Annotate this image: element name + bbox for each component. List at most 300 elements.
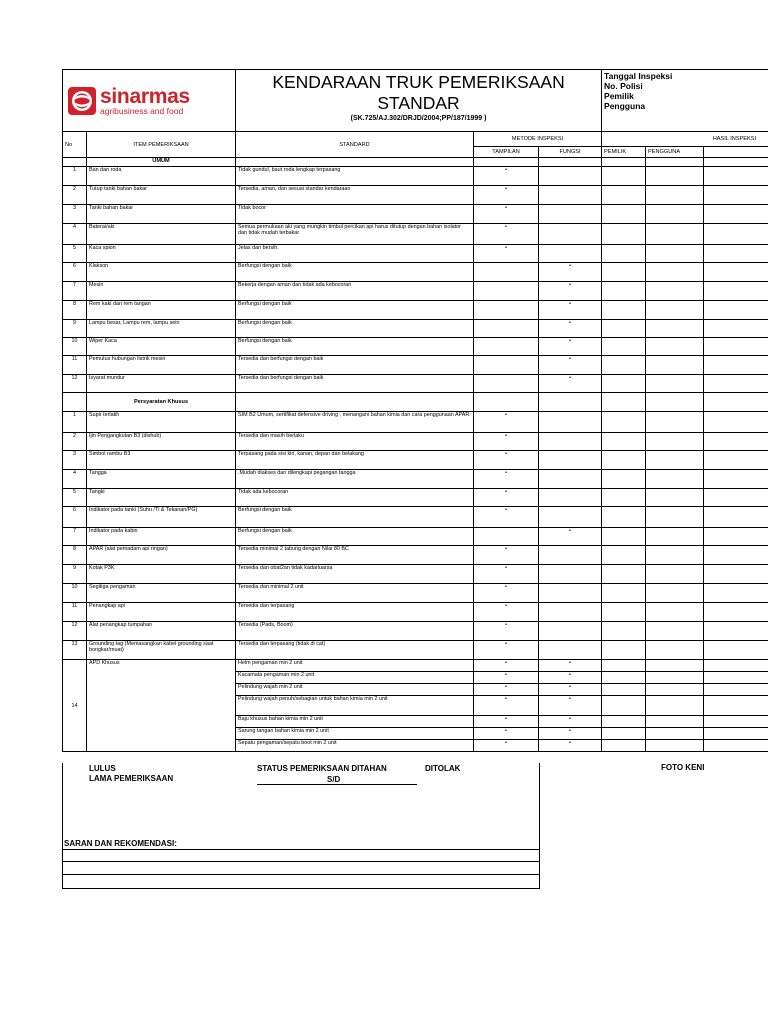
row-extra (704, 528, 768, 546)
row-number: 11 (63, 356, 87, 375)
row-fungsi-mark (539, 470, 602, 489)
row-pemilik-result (602, 603, 646, 622)
apd-pengguna-result (646, 696, 704, 716)
row-extra (704, 622, 768, 641)
row-number: 11 (63, 603, 87, 622)
status-label: STATUS PEMERIKSAAN DITAHAN (257, 764, 387, 773)
status-underline (257, 784, 417, 785)
row-standard: Jelas dan bersih. (236, 245, 474, 263)
row-item: Indikator pada kabin (87, 528, 236, 546)
row-standard: SIM B2 Umum, sertifikat defensive driving , menangani bahan kimia dan cara penggunaan APAR (236, 412, 474, 433)
row-pengguna-result (646, 375, 704, 393)
row-pengguna-result (646, 622, 704, 641)
row-extra (704, 282, 768, 301)
row-item: Klakson (87, 263, 236, 282)
form-title-line2: STANDAR (377, 93, 460, 113)
row-tampilan-mark: • (474, 507, 539, 528)
row-extra (704, 470, 768, 489)
row-fungsi-mark: • (539, 301, 602, 320)
apd-tampilan-mark: • (474, 672, 539, 684)
row-tampilan-mark: • (474, 412, 539, 433)
table-row (63, 622, 768, 641)
row-fungsi-mark: • (539, 282, 602, 301)
info-pengguna: Pengguna (604, 101, 646, 111)
table-row (63, 451, 768, 470)
table-row (63, 356, 768, 375)
row-tampilan-mark: • (474, 167, 539, 186)
row-pengguna-result (646, 528, 704, 546)
table-row (63, 282, 768, 301)
row-tampilan-mark: • (474, 451, 539, 470)
row-pengguna-result (646, 282, 704, 301)
row-standard: Tersedia dan obat2an tidak kadarluarsa (236, 565, 474, 584)
row-standard: Terpasang pada sisi kiri, kanan, depan dan belakang (236, 451, 474, 470)
col-metode: METODE INSPEKSI (474, 132, 602, 147)
row-number: 5 (63, 489, 87, 507)
row-pemilik-result (602, 263, 646, 282)
row-fungsi-mark (539, 205, 602, 224)
row-item: Tangki (87, 489, 236, 507)
row-standard: Tersedia minimal 2 tabung dengan Nilai 80 BC (236, 546, 474, 565)
row-item: Lampu besar, Lampu rem, lampu sein (87, 320, 236, 338)
row-extra (704, 205, 768, 224)
table-row (63, 546, 768, 565)
apd-pemilik-result (602, 740, 646, 752)
row-item: Ijin Pengangkutan B3 (dishub) (87, 433, 236, 451)
row-number: 5 (63, 245, 87, 263)
row-pengguna-result (646, 412, 704, 433)
row-fungsi-mark: • (539, 263, 602, 282)
row-fungsi-mark (539, 433, 602, 451)
row-pemilik-result (602, 584, 646, 603)
row-fungsi-mark (539, 565, 602, 584)
row-number: 6 (63, 263, 87, 282)
row-fungsi-mark (539, 167, 602, 186)
row-extra (704, 584, 768, 603)
apd-tampilan-mark: • (474, 696, 539, 716)
table-row (63, 205, 768, 224)
brand-name: sinarmas (100, 84, 190, 108)
table-row (63, 301, 768, 320)
row-extra (704, 301, 768, 320)
apd-fungsi-mark: • (539, 696, 602, 716)
blank (539, 393, 602, 412)
row-number: 7 (63, 282, 87, 301)
row-pemilik-result (602, 470, 646, 489)
row-number: 7 (63, 528, 87, 546)
apd-standard: Pelindung wajah min 2 unit (236, 684, 474, 696)
foto-kendaraan-label: FOTO KENI (661, 763, 705, 772)
table-row (63, 565, 768, 584)
row-pemilik-result (602, 356, 646, 375)
apd-tampilan-mark: • (474, 684, 539, 696)
table-row (63, 320, 768, 338)
row-pemilik-result (602, 320, 646, 338)
col-standard: STANDARD (236, 132, 474, 158)
row-standard: Tersedia dan berfungsi dengan baik (236, 375, 474, 393)
row-standard: Tersedia dan berfungsi dengan baik (236, 356, 474, 375)
row-pengguna-result (646, 584, 704, 603)
row-extra (704, 489, 768, 507)
apd-extra (704, 672, 768, 684)
row-fungsi-mark: • (539, 356, 602, 375)
row-tampilan-mark: • (474, 245, 539, 263)
row-extra (704, 507, 768, 528)
row-pemilik-result (602, 622, 646, 641)
row-pemilik-result (602, 186, 646, 205)
row-fungsi-mark: • (539, 375, 602, 393)
saran-line-1 (63, 849, 539, 850)
row-extra (704, 433, 768, 451)
row-number: 6 (63, 507, 87, 528)
row-number: 8 (63, 546, 87, 565)
section-umum: UMUM (87, 158, 236, 167)
row-standard: Berfungsi dengan baik (236, 507, 474, 528)
row-pemilik-result (602, 167, 646, 186)
row-number: 12 (63, 375, 87, 393)
row-item: Tutup tanki bahan bakar (87, 186, 236, 205)
row-tampilan-mark (474, 356, 539, 375)
row-fungsi-mark (539, 622, 602, 641)
saran-line-2 (63, 861, 539, 862)
row-pengguna-result (646, 603, 704, 622)
table-row (63, 528, 768, 546)
row-fungsi-mark (539, 584, 602, 603)
row-extra (704, 356, 768, 375)
row-pengguna-result (646, 507, 704, 528)
row-fungsi-mark: • (539, 338, 602, 356)
table-row (63, 412, 768, 433)
row-tampilan-mark: • (474, 470, 539, 489)
row-tampilan-mark: • (474, 565, 539, 584)
logo-cell (63, 70, 236, 132)
apd-item: APD Khusus (87, 660, 236, 752)
row-tampilan-mark: • (474, 584, 539, 603)
row-extra (704, 263, 768, 282)
row-item: Isyarat mundur (87, 375, 236, 393)
row-item: Penangkap api (87, 603, 236, 622)
row-fungsi-mark (539, 186, 602, 205)
row-number: 3 (63, 205, 87, 224)
row-tampilan-mark: • (474, 603, 539, 622)
apd-pemilik-result (602, 672, 646, 684)
row-tampilan-mark: • (474, 489, 539, 507)
row-number: 1 (63, 412, 87, 433)
row-fungsi-mark (539, 412, 602, 433)
row-pengguna-result (646, 641, 704, 660)
row-extra (704, 546, 768, 565)
row-standard: Tersedia dan terpasang (tidak di cat) (236, 641, 474, 660)
row-standard: Tersedia dan minimal 2 unit (236, 584, 474, 603)
row-pemilik-result (602, 282, 646, 301)
row-item: Tanki bahan bakar (87, 205, 236, 224)
apd-pengguna-result (646, 728, 704, 740)
saran-label: SARAN DAN REKOMENDASI: (64, 839, 177, 848)
row-item: Mesin (87, 282, 236, 301)
apd-pengguna-result (646, 740, 704, 752)
row-standard: Tidak bocor (236, 205, 474, 224)
row-pemilik-result (602, 338, 646, 356)
info-pemilik: Pemilik (604, 91, 634, 101)
row-extra (704, 224, 768, 245)
apd-tampilan-mark: • (474, 740, 539, 752)
row-pemilik-result (602, 205, 646, 224)
blank (602, 393, 646, 412)
apd-fungsi-mark: • (539, 740, 602, 752)
col-tampilan: TAMPILAN (474, 147, 539, 158)
blank (474, 393, 539, 412)
lulus-label: LULUS (89, 764, 116, 773)
row-pemilik-result (602, 375, 646, 393)
row-tampilan-mark (474, 263, 539, 282)
row-fungsi-mark (539, 451, 602, 470)
row-item: APAR (alat pemadam api ringan) (87, 546, 236, 565)
table-row (63, 603, 768, 622)
row-pemilik-result (602, 224, 646, 245)
row-tampilan-mark (474, 320, 539, 338)
row-extra (704, 186, 768, 205)
apd-fungsi-mark: • (539, 684, 602, 696)
row-number: 3 (63, 451, 87, 470)
row-pengguna-result (646, 356, 704, 375)
row-tampilan-mark: • (474, 224, 539, 245)
row-fungsi-mark (539, 489, 602, 507)
row-pemilik-result (602, 412, 646, 433)
row-number: 10 (63, 584, 87, 603)
row-fungsi-mark: • (539, 320, 602, 338)
row-standard: Tidak ada kebocoran (236, 489, 474, 507)
table-row (63, 470, 768, 489)
row-standard: Tidak gundul, baut roda lengkap terpasang (236, 167, 474, 186)
apd-pemilik-result (602, 684, 646, 696)
row-standard: Semua permukaan aki yang mungkin timbul percikan api harus ditutup dengan bahan isolator dan tidak mudah terbakar (236, 224, 474, 245)
row-number: 12 (63, 622, 87, 641)
apd-tampilan-mark: • (474, 716, 539, 728)
apd-extra (704, 740, 768, 752)
row-number: 4 (63, 224, 87, 245)
inspection-table (62, 69, 768, 752)
section-khusus: Persyaratan Khusus (87, 393, 236, 412)
apd-standard: Helm pengaman min 2 unit (236, 660, 474, 672)
row-fungsi-mark (539, 546, 602, 565)
row-pengguna-result (646, 245, 704, 263)
row-item: Kotak P3K (87, 565, 236, 584)
blank (63, 393, 87, 412)
row-item: Kaca spion (87, 245, 236, 263)
row-pemilik-result (602, 301, 646, 320)
title-cell (236, 70, 602, 132)
row-standard: Berfungsi dengan baik (236, 338, 474, 356)
lama-pemeriksaan-label: LAMA PEMERIKSAAN (89, 774, 174, 783)
row-extra (704, 565, 768, 584)
row-item: Baterai/aki (87, 224, 236, 245)
row-pemilik-result (602, 546, 646, 565)
apd-fungsi-mark: • (539, 660, 602, 672)
sinarmas-logo (65, 86, 233, 116)
row-pengguna-result (646, 565, 704, 584)
ditolak-label: DITOLAK (425, 764, 461, 773)
table-row (63, 641, 768, 660)
apd-pengguna-result (646, 716, 704, 728)
col-no: No (63, 132, 87, 158)
row-tampilan-mark: • (474, 433, 539, 451)
row-standard: Berfungsi dengan baik (236, 528, 474, 546)
row-tampilan-mark: • (474, 205, 539, 224)
apd-pengguna-result (646, 672, 704, 684)
form-subtitle: (SK.725/AJ.302/DRJD/2004;PP/187/1999 ) (350, 115, 487, 122)
row-item: Tangga (87, 470, 236, 489)
apd-row (63, 660, 768, 672)
row-extra (704, 338, 768, 356)
row-tampilan-mark: • (474, 641, 539, 660)
row-pengguna-result (646, 263, 704, 282)
form-title-line1: KENDARAAN TRUK PEMERIKSAAN (272, 72, 565, 92)
row-number: 4 (63, 470, 87, 489)
row-extra (704, 245, 768, 263)
apd-pengguna-result (646, 660, 704, 672)
section-row (63, 393, 768, 412)
row-standard: Bekerja dengan aman dan tidak ada kebocoran (236, 282, 474, 301)
row-pengguna-result (646, 546, 704, 565)
blank (236, 393, 474, 412)
info-tanggal: Tanggal Inspeksi (604, 71, 673, 81)
table-row (63, 507, 768, 528)
row-pemilik-result (602, 245, 646, 263)
row-pemilik-result (602, 433, 646, 451)
apd-number: 14 (63, 660, 87, 752)
row-pemilik-result (602, 641, 646, 660)
row-standard: Tersedia (Pads, Boom) (236, 622, 474, 641)
apd-pemilik-result (602, 716, 646, 728)
table-row (63, 167, 768, 186)
info-cell (602, 70, 768, 132)
row-pengguna-result (646, 489, 704, 507)
table-row (63, 433, 768, 451)
table-row (63, 245, 768, 263)
apd-pemilik-result (602, 696, 646, 716)
row-extra (704, 167, 768, 186)
row-tampilan-mark (474, 282, 539, 301)
row-tampilan-mark: • (474, 546, 539, 565)
table-row (63, 489, 768, 507)
table-row (63, 224, 768, 245)
apd-fungsi-mark: • (539, 716, 602, 728)
table-row (63, 584, 768, 603)
brand-tagline: agribusiness and food (100, 105, 184, 116)
row-pengguna-result (646, 167, 704, 186)
row-tampilan-mark (474, 528, 539, 546)
row-item: Alat penangkap tumpahan (87, 622, 236, 641)
row-extra (704, 451, 768, 470)
apd-extra (704, 660, 768, 672)
apd-tampilan-mark: • (474, 660, 539, 672)
row-item: Segitiga pengaman (87, 584, 236, 603)
row-fungsi-mark: • (539, 528, 602, 546)
col-blank (704, 147, 768, 158)
row-extra (704, 320, 768, 338)
row-number: 8 (63, 301, 87, 320)
blank (704, 393, 768, 412)
col-fungsi: FUNGSI (539, 147, 602, 158)
apd-pemilik-result (602, 728, 646, 740)
apd-extra (704, 716, 768, 728)
row-item: Wiper Kaca (87, 338, 236, 356)
row-standard: Tersedia dan terpasang (236, 603, 474, 622)
col-pengguna: PENGGUNA (646, 147, 704, 158)
row-tampilan-mark: • (474, 186, 539, 205)
sinarmas-logo-mark-icon (68, 87, 96, 115)
row-extra (704, 375, 768, 393)
row-fungsi-mark (539, 641, 602, 660)
row-pengguna-result (646, 320, 704, 338)
row-number: 10 (63, 338, 87, 356)
row-number: 13 (63, 641, 87, 660)
apd-standard: Baju khusus bahan kimia min 2 unit (236, 716, 474, 728)
row-number: 2 (63, 186, 87, 205)
saran-line-3 (63, 874, 539, 875)
row-fungsi-mark (539, 245, 602, 263)
row-item: Supir terlatih (87, 412, 236, 433)
row-pengguna-result (646, 205, 704, 224)
apd-standard: Kacamata pengaman min 2 unit (236, 672, 474, 684)
row-pemilik-result (602, 528, 646, 546)
row-standard: Tersedia, aman, dan sesuai standar kendaraan (236, 186, 474, 205)
row-extra (704, 641, 768, 660)
row-pengguna-result (646, 338, 704, 356)
col-hasil: HASIL INSPEKSI (602, 132, 768, 147)
row-number: 1 (63, 167, 87, 186)
apd-extra (704, 728, 768, 740)
col-pemilik: PEMILIK (602, 147, 646, 158)
row-pemilik-result (602, 565, 646, 584)
row-pengguna-result (646, 470, 704, 489)
apd-pemilik-result (602, 660, 646, 672)
apd-tampilan-mark: • (474, 728, 539, 740)
apd-standard: Pelindung wajah penuh/sebagian untuk bahan kimia min 2 unit (236, 696, 474, 716)
row-standard: .Mudah diakses dan dilengkapi pegangan tangga (236, 470, 474, 489)
row-extra (704, 412, 768, 433)
row-tampilan-mark: • (474, 622, 539, 641)
row-item: Pemutus hubungan listrik mesin (87, 356, 236, 375)
row-pemilik-result (602, 507, 646, 528)
info-no-polisi: No. Polisi (604, 81, 643, 91)
row-standard: Berfungsi dengan baik (236, 301, 474, 320)
table-row (63, 186, 768, 205)
row-number: 2 (63, 433, 87, 451)
apd-extra (704, 696, 768, 716)
row-tampilan-mark (474, 338, 539, 356)
row-fungsi-mark (539, 224, 602, 245)
table-row (63, 263, 768, 282)
row-pengguna-result (646, 451, 704, 470)
row-standard: Berfungsi dengan baik (236, 320, 474, 338)
table-row (63, 338, 768, 356)
footer-area (62, 763, 540, 889)
row-pengguna-result (646, 224, 704, 245)
apd-standard: Sepatu pengaman/sepatu boot min 2 unit (236, 740, 474, 752)
row-fungsi-mark (539, 507, 602, 528)
apd-fungsi-mark: • (539, 672, 602, 684)
row-pemilik-result (602, 489, 646, 507)
row-fungsi-mark (539, 603, 602, 622)
row-item: Grounding tag (Memasangkan kabel grounding saat bongkar/muat) (87, 641, 236, 660)
table-row (63, 375, 768, 393)
row-pengguna-result (646, 301, 704, 320)
row-item: Rem kaki dan rem tangan (87, 301, 236, 320)
row-tampilan-mark (474, 301, 539, 320)
row-standard: Berfungsi dengan baik (236, 263, 474, 282)
row-standard: Tersedia dan masih berlaku (236, 433, 474, 451)
